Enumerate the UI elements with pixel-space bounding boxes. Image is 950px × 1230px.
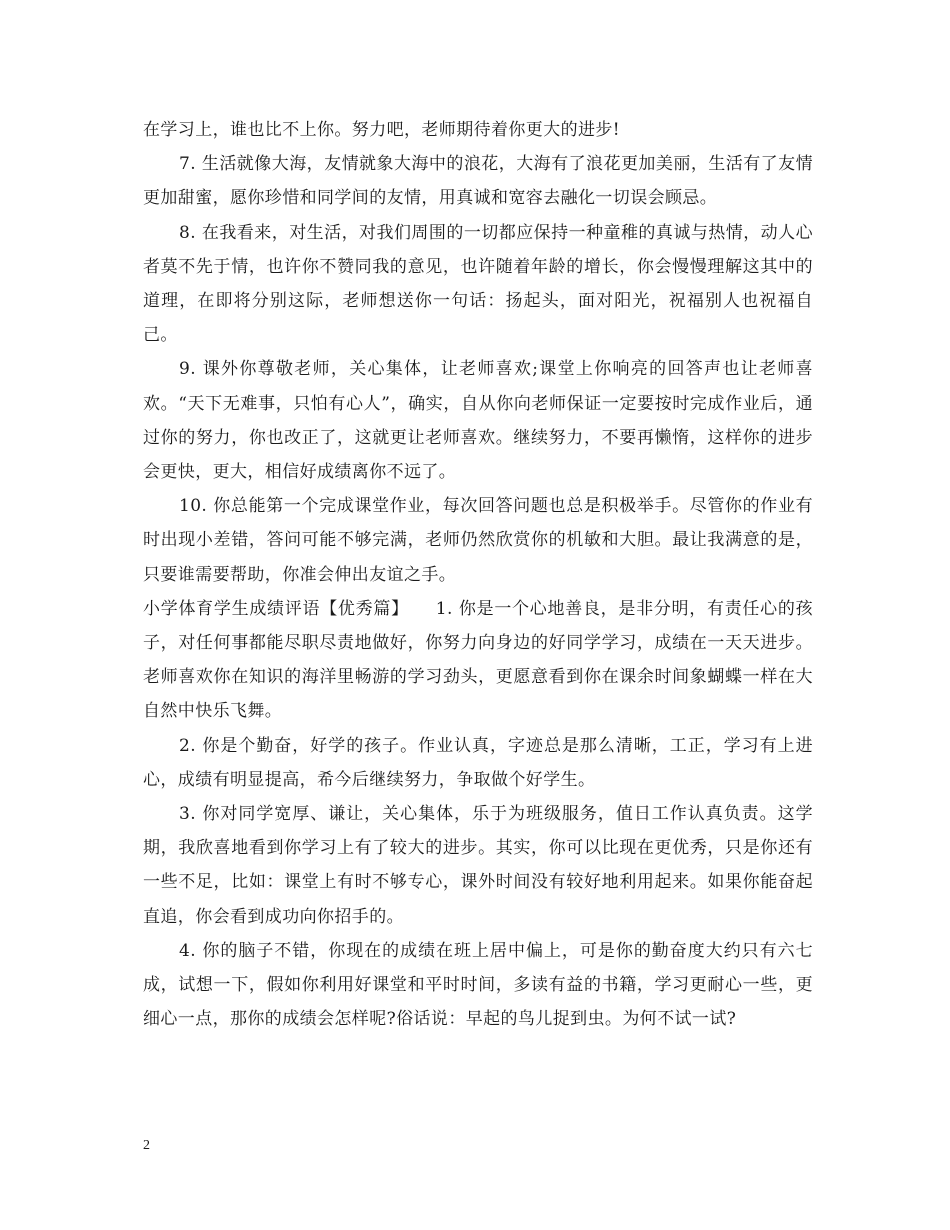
paragraph-comment-8: 8. 在我看来，对生活，对我们周围的一切都应保持一种童稚的真诚与热情，动人心者莫不先于情，也许你不赞同我的意见，也许随着年龄的增长，你会慢慢理解这其中的道理，在即将分别这际，老师想送你一句话：扬起头，面对阳光，祝福别人也祝福自己。 — [143, 222, 813, 346]
section-heading-paragraph: 小学体育学生成绩评语【优秀篇】 1. 你是一个心地善良，是非分明，有责任心的孩子，对任何事都能尽职尽责地做好，你努力向身边的好同学学习，成绩在一天天进步。老师喜欢你在知识的海洋里畅游的学习劲头，更愿意看到你在课余时间象蝴蝶一样在大自然中快乐飞舞。 — [143, 598, 813, 722]
paragraph-comment-3: 3. 你对同学宽厚、谦让，关心集体，乐于为班级服务，值日工作认真负责。这学期，我欣喜地看到你学习上有了较大的进步。其实，你可以比现在更优秀，只是你还有一些不足，比如：课堂上有时不够专心，课外时间没有较好地利用起来。如果你能奋起直追，你会看到成功向你招手的。 — [143, 804, 813, 927]
paragraph-continuation: 在学习上，谁也比不上你。努力吧，老师期待着你更大的进步! — [143, 120, 621, 140]
paragraph-comment-2: 2. 你是个勤奋，好学的孩子。作业认真，字迹总是那么清晰，工正，学习有上进心，成绩有明显提高，希今后继续努力，争取做个好学生。 — [143, 735, 813, 790]
paragraph-comment-4: 4. 你的脑子不错，你现在的成绩在班上居中偏上，可是你的勤奋度大约只有六七成，试想一下，假如你利用好课堂和平时时间，多读有益的书籍，学习更耐心一些，更细心一点，那你的成绩会怎样呢?俗话说：早起的鸟儿捉到虫。为何不试一试? — [143, 940, 813, 1030]
page-number: 2 — [143, 1138, 150, 1153]
paragraph-comment-9: 9. 课外你尊敬老师，关心集体，让老师喜欢;课堂上你响亮的回答声也让老师喜欢。“天下无难事，只怕有心人”，确实，自从你向老师保证一定要按时完成作业后，通过你的努力，你也改正了，这就更让老师喜欢。继续努力，不要再懒惰，这样你的进步会更快，更大，相信好成绩离你不远了。 — [143, 359, 813, 483]
paragraph-comment-10: 10. 你总能第一个完成课堂作业，每次回答问题也总是积极举手。尽管你的作业有时出现小差错，答问可能不够完满，老师仍然欣赏你的机敏和大胆。最让我满意的是，只要谁需要帮助，你准会伸出友谊之手。 — [143, 496, 813, 585]
document-body — [143, 113, 813, 1036]
paragraph-comment-7: 7. 生活就像大海，友情就象大海中的浪花，大海有了浪花更加美丽，生活有了友情更加甜蜜，愿你珍惜和同学间的友情，用真诚和宽容去融化一切误会顾忌。 — [143, 154, 813, 209]
